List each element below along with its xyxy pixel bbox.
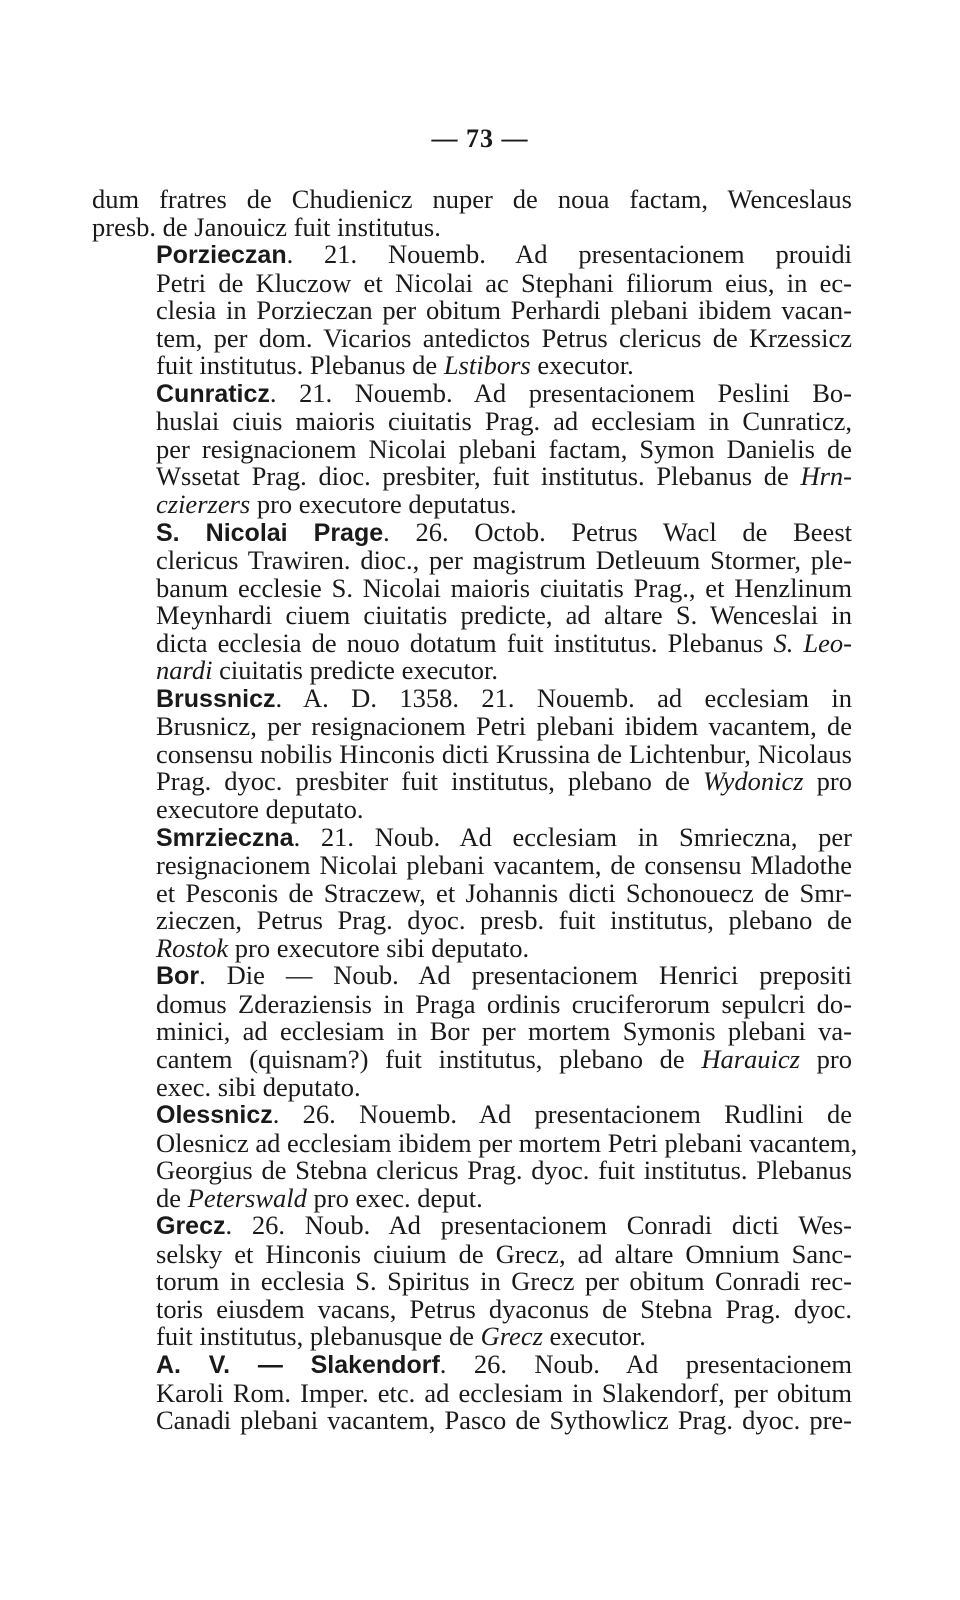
text-run: fuit institutus, plebanusque de (156, 1321, 481, 1352)
italic-name: Hrn- (800, 461, 852, 492)
entry-paragraph (92, 682, 852, 825)
entry-heading: Grecz (156, 1212, 226, 1241)
text-line (92, 1018, 852, 1046)
text-line (92, 408, 852, 436)
text-line (92, 627, 853, 658)
text-run: pro (803, 766, 852, 797)
entry-paragraph (92, 821, 852, 963)
entry-heading: Brussnicz (156, 684, 276, 713)
italic-name: Grecz (480, 1321, 543, 1352)
text-line (92, 463, 852, 491)
text-line (92, 1293, 852, 1324)
italic-name: Rostok (156, 932, 229, 963)
text-line (92, 907, 852, 935)
text-line (92, 352, 852, 380)
text-run: Petri de Kluczow et Nicolai ac Stephani filiorum eius, in ec- (156, 267, 852, 298)
entry-heading: Bor (156, 962, 200, 991)
text-run: et Pesconis de Straczew, et Johannis dicti Schonouecz de Smr- (156, 877, 852, 908)
text-run: pro exec. deput. (306, 1182, 483, 1213)
page-number: — 73 — (431, 124, 529, 153)
italic-name: Peterswald (187, 1182, 307, 1213)
text-run: Canadi plebani vacantem, Pasco de Sythowlicz Prag. dyoc. pre- (156, 1405, 852, 1436)
text-run: exec. sibi deputato. (156, 1071, 361, 1102)
text-run: pro executore deputatus. (250, 489, 517, 520)
text-run: . 26. Noub. Ad presentacionem Conradi dicti Wes- (225, 1210, 852, 1241)
text-line (92, 932, 852, 963)
text-line (92, 297, 852, 325)
italic-name: Wydonicz (703, 766, 804, 797)
text-run: ciuitatis predicte executor. (212, 655, 498, 686)
text-run: Brusnicz, per resignacionem Petri plebani ibidem vacantem, de (156, 711, 852, 742)
text-line (92, 1157, 852, 1185)
entry-paragraph (92, 1099, 858, 1213)
text-run: banum ecclesie S. Nicolai maioris ciuitatis Prag., et Henzlinum (156, 572, 852, 603)
entry-paragraph (92, 1348, 852, 1436)
text-line (92, 1043, 853, 1074)
text-line (92, 267, 852, 298)
entry-heading: Smrzieczna (156, 823, 294, 852)
text-line (92, 602, 852, 630)
italic-name: Lstibors (443, 350, 531, 381)
text-line (92, 768, 852, 796)
text-line (92, 322, 852, 353)
text-run: . 26. Octob. Petrus Wacl de Beest (383, 516, 852, 547)
text-run: pro executore sibi deputato. (228, 932, 530, 963)
text-line (92, 377, 852, 409)
text-run: . 21. Nouemb. Ad presentacionem Peslini Bo- (269, 377, 852, 408)
entry-paragraph (92, 962, 852, 1101)
text-run: cantem (quisnam?) fuit institutus, plebano de (156, 1043, 702, 1074)
text-line (92, 1101, 852, 1130)
text-run: dicta ecclesia de nouo dotatum fuit institutus. Plebanus (156, 627, 774, 658)
text-line (92, 433, 852, 464)
text-run: toris eiusdem vacans, Petrus dyaconus de Stebna Prag. dyoc. (156, 1293, 852, 1324)
entry-heading: Olessnicz (156, 1101, 273, 1130)
text-line (92, 962, 852, 991)
text-run: . Die — Noub. Ad presentacionem Henrici prepositi (199, 960, 852, 991)
entry-heading: Cunraticz (156, 379, 270, 408)
text-run: Georgius de Stebna clericus Prag. dyoc. fuit institutus. Plebanus (156, 1155, 852, 1186)
text-run: executor. (542, 1321, 646, 1352)
text-line (92, 1377, 852, 1408)
text-line (92, 1182, 852, 1213)
text-line (92, 738, 852, 769)
entry-heading: Porzieczan (156, 241, 287, 270)
text-run: . 26. Nouemb. Ad presentacionem Rudlini de (272, 1099, 852, 1130)
text-run: . 26. Noub. Ad presentacionem (439, 1348, 852, 1379)
text-run: Karoli Rom. Imper. etc. ad ecclesiam in Slakendorf, per obitum (156, 1377, 852, 1408)
text-run: torum in ecclesia S. Spiritus in Grecz per obitum Conradi rec- (156, 1266, 852, 1297)
text-run: zieczen, Petrus Prag. dyoc. presb. fuit institutus, plebano de (156, 905, 852, 936)
italic-name: S. Leo- (773, 627, 853, 658)
text-run: resignacionem Nicolai plebani vacantem, de consensu Mladothe (156, 850, 852, 881)
text-line (92, 186, 852, 214)
text-line (92, 1212, 852, 1241)
text-run: minici, ad ecclesiam in Bor per mortem Symonis plebani va- (156, 1016, 852, 1047)
text-run: consensu nobilis Hinconis dicti Krussina de Lichtenbur, Nicolaus (156, 738, 852, 769)
text-run: executore deputato. (156, 794, 364, 825)
text-line (92, 1071, 852, 1102)
text-run: de (156, 1182, 188, 1213)
text-line (92, 713, 852, 741)
text-run: per resignacionem Nicolai plebani factam, Symon Danielis de (156, 433, 852, 464)
entry-heading: S. Nicolai Prage (156, 518, 384, 547)
text-run: . A. D. 1358. 21. Nouemb. ad ecclesiam in (275, 682, 852, 713)
entry-paragraph (92, 186, 852, 241)
text-run: . 21. Noub. Ad ecclesiam in Smrieczna, per (293, 821, 852, 852)
text-run: dum fratres de Chudienicz nuper de noua factam, Wenceslaus (92, 184, 852, 214)
text-line (92, 1407, 852, 1435)
text-line (92, 1127, 858, 1158)
text-line (92, 491, 852, 519)
italic-name: czierzers (156, 489, 251, 520)
text-run: Olesnicz ad ecclesiam ibidem per mortem Petri plebani vacantem, (156, 1127, 858, 1158)
text-run: Prag. dyoc. presbiter fuit institutus, plebano de (156, 766, 704, 797)
text-line (92, 1348, 852, 1380)
text-run: huslai ciuis maioris ciuitatis Prag. ad ecclesiam in Cunraticz, (156, 406, 852, 437)
text-line (92, 796, 852, 824)
text-line (92, 241, 852, 270)
text-run: domus Zderaziensis in Praga ordinis cruciferorum sepulcri do- (156, 988, 852, 1019)
text-line (92, 852, 852, 880)
italic-name: nardi (156, 655, 213, 686)
text-line (92, 572, 852, 603)
text-run: Wssetat Prag. dioc. presbiter, fuit institutus. Plebanus de (156, 461, 801, 492)
entry-paragraph (92, 377, 852, 520)
text-run: clesia in Porzieczan per obitum Perhardi plebani ibidem vacan- (156, 295, 852, 326)
text-line (92, 1238, 852, 1269)
text-run: fuit institutus. Plebanus de (156, 350, 444, 381)
text-run: presb. de Janouicz fuit institutus. (92, 211, 441, 242)
text-run: . 21. Nouemb. Ad presentacionem prouidi (286, 239, 852, 270)
text-run: clericus Trawiren. dioc., per magistrum Detleuum Stormer, ple- (156, 545, 852, 576)
text-line (92, 1268, 852, 1296)
text-line (92, 1323, 852, 1351)
text-run: executor. (530, 350, 634, 381)
text-line (92, 547, 852, 575)
text-run: Meynhardi ciuem ciuitatis predicte, ad altare S. Wenceslai in (156, 600, 852, 631)
text-line (92, 877, 852, 908)
text-run: selsky et Hinconis ciuium de Grecz, ad altare Omnium Sanc- (156, 1238, 852, 1269)
text-line (92, 657, 852, 685)
text-line (92, 988, 852, 1019)
entry-paragraph (92, 516, 853, 686)
text-run: tem, per dom. Vicarios antedictos Petrus clericus de Krzessicz (156, 322, 852, 353)
entry-heading: A. V. — Slakendorf (156, 1350, 440, 1379)
text-run: pro (800, 1043, 853, 1074)
text-line (92, 516, 852, 548)
italic-name: Harauicz (701, 1043, 800, 1074)
text-line (92, 211, 852, 242)
page-text (92, 184, 858, 1436)
text-line (92, 821, 852, 853)
text-line (92, 682, 852, 714)
entry-paragraph (92, 1212, 852, 1351)
entry-paragraph (92, 241, 852, 380)
